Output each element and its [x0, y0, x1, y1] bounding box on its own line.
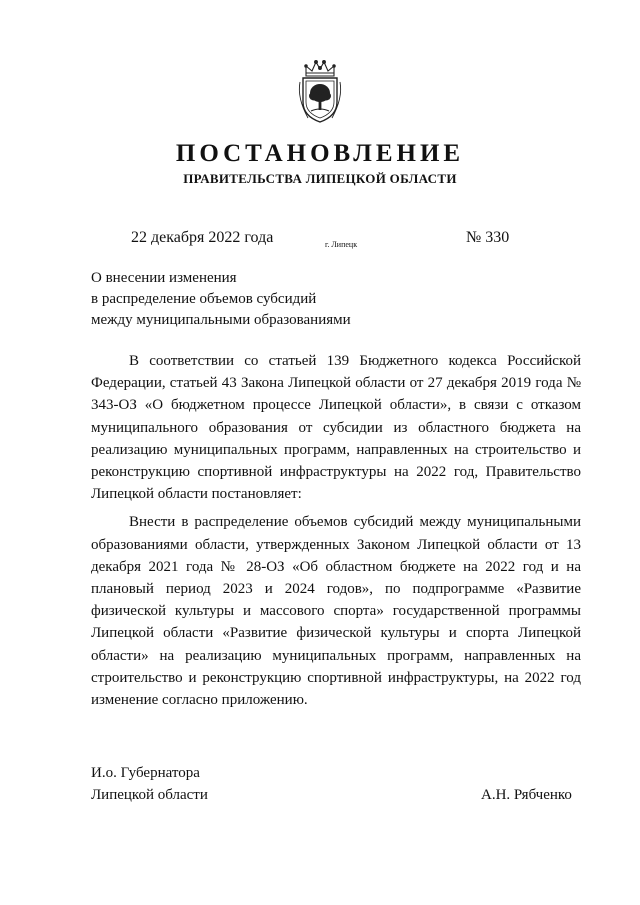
signer-position	[91, 762, 208, 806]
heading-line: в распределение объемов субсидий	[91, 291, 317, 307]
coat-of-arms-icon	[294, 58, 346, 126]
document-subtitle: ПРАВИТЕЛЬСТВА ЛИПЕЦКОЙ ОБЛАСТИ	[183, 171, 457, 186]
document-title: ПОСТАНОВЛЕНИЕ	[175, 140, 465, 167]
document-heading	[91, 268, 411, 331]
signer-position-line: Липецкой области	[91, 787, 208, 803]
document-number: № 330	[466, 229, 510, 246]
heading-line: О внесении изменения	[91, 270, 237, 286]
heading-line: между муниципальными образованиями	[91, 312, 351, 328]
signer-name: А.Н. Рябченко	[481, 787, 572, 803]
document-body	[91, 350, 581, 717]
document-city: г. Липецк	[325, 240, 358, 249]
document-date: 22 декабря 2022 года	[131, 229, 274, 246]
signer-position-line: И.о. Губернатора	[91, 765, 200, 781]
body-paragraph: В соответствии со статьей 139 Бюджетного кодекса Российской Федерации, статьей 43 Закона Липецкой области от 27 декабря 2019 года № 343-ОЗ «О бюджетном процессе Липецкой области», в связи с отказом муниципального образования от субсидии из областного бюджета на реализацию муниципальных программ, направленных на строительство и реконструкцию спортивной инфраструктуры на 2022 год, Правительство Липецкой области постановляет:	[91, 353, 581, 503]
body-paragraph: Внести в распределение объемов субсидий между муниципальными образованиями области, утвержденных Законом Липецкой области от 13 декабря 2021 года № 28-ОЗ «Об областном бюджете на 2022 год и на плановый период 2023 и 2024 годов», по подпрограмме «Развитие физической культуры и массового спорта» государственной программы Липецкой области «Развитие физической культуры и спорта Липецкой области» на реализацию муниципальных программ, направленных на строительство и реконструкцию спортивной инфраструктуры, на 2022 год изменение согласно приложению.	[91, 514, 581, 709]
